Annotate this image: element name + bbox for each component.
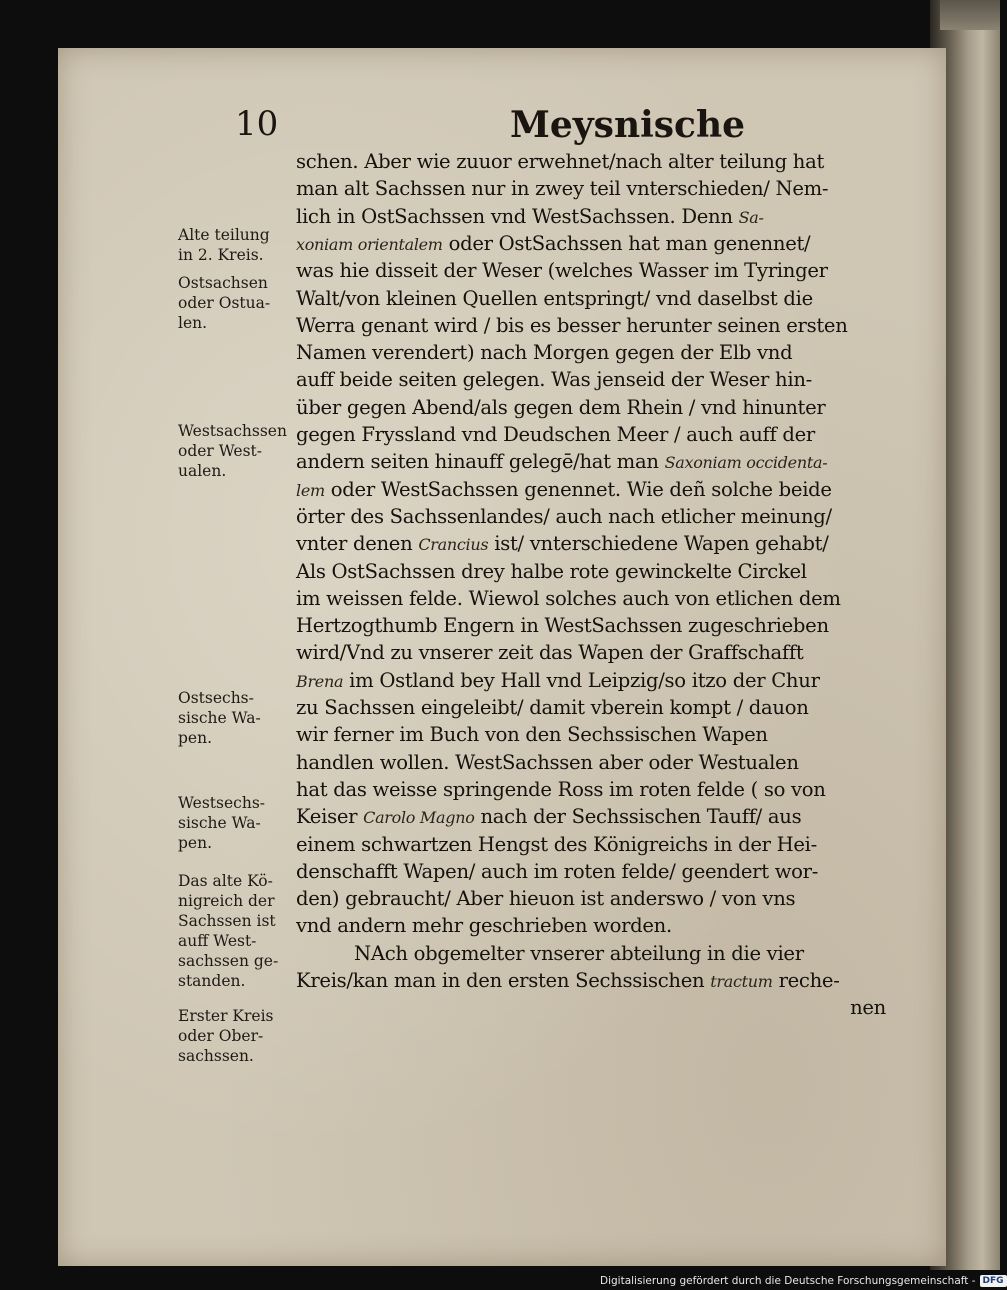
book-binding-corner: [940, 0, 1000, 30]
text-segment: über gegen Abend/als gegen dem Rhein / vnd hinunter: [296, 395, 826, 419]
text-line: [296, 858, 886, 886]
latin-term: lem: [296, 480, 325, 500]
text-segment: Namen verendert) nach Morgen gegen der Elb vnd: [296, 341, 793, 365]
text-line: [296, 503, 886, 531]
latin-term: Crancius: [418, 535, 489, 555]
latin-term: tractum: [710, 972, 773, 991]
funding-credit: Digitalisierung gefördert durch die Deutsche Forschungsgemeinschaft -: [600, 1275, 976, 1287]
text-segment: Walt/von kleinen Quellen entspringt/ vnd daselbst die: [296, 286, 813, 310]
latin-term: Brena: [296, 671, 344, 691]
margin-note-line: Alte teilung: [178, 226, 270, 244]
latin-term: xoniam orientalem: [296, 234, 443, 254]
text-line: [296, 148, 886, 176]
text-line: [296, 257, 886, 285]
text-segment: nach der Sechssischen Tauff/ aus: [474, 805, 802, 829]
text-segment: andern seiten hinauff gelegē/hat man: [296, 450, 665, 474]
text-segment: lich in OstSachssen vnd WestSachssen. Denn: [296, 204, 739, 228]
text-segment: handlen wollen. WestSachssen aber oder Westualen: [296, 750, 799, 774]
text-segment: den) gebraucht/ Aber hieuon ist anderswo / von vns: [296, 887, 796, 911]
margin-note-line: sachssen.: [178, 1047, 254, 1065]
text-segment: Kreis/kan man in den ersten Sechssischen: [296, 969, 711, 992]
text-segment: wird/Vnd zu vnserer zeit das Wapen der Graffschafft: [296, 641, 804, 665]
digitization-footer: [600, 1273, 1004, 1290]
text-segment: ist/ vnterschiedene Wapen gehabt/: [488, 532, 829, 556]
margin-note-line: auff West-: [178, 932, 257, 950]
latin-term: Carolo Magno: [363, 808, 475, 828]
text-line: [296, 230, 886, 258]
text-segment: denschafft Wapen/ auch im roten felde/ geendert wor-: [296, 859, 819, 883]
text-segment: im Ostland bey Hall vnd Leipzig/so itzo der Chur: [343, 668, 820, 692]
margin-note-line: nigreich der: [178, 892, 275, 910]
latin-term: Saxoniam occidenta-: [664, 453, 828, 473]
margin-note-line: standen.: [178, 972, 246, 990]
text-segment: wir ferner im Buch von den Sechssischen Wapen: [296, 723, 768, 747]
text-line: [296, 803, 886, 831]
text-line: [296, 612, 886, 640]
text-line: [296, 203, 886, 231]
text-segment: im weissen felde. Wiewol solches auch von etlichen dem: [296, 586, 841, 610]
text-segment: Werra genant wird / bis es besser herunter seinen ersten: [296, 313, 848, 337]
text-segment: gegen Fryssland vnd Deudschen Meer / auch auff der: [296, 423, 815, 446]
text-line: [296, 912, 886, 940]
text-line: [296, 530, 886, 558]
text-segment: reche-: [772, 969, 840, 992]
margin-note-line: sische Wa-: [178, 709, 261, 727]
text-segment: Hertzogthumb Engern in WestSachssen zugeschrieben: [296, 614, 829, 638]
running-title: Meysnische: [510, 104, 746, 146]
margin-note-line: ualen.: [178, 462, 227, 480]
text-line: [296, 967, 886, 995]
text-segment: vnd andern mehr geschrieben worden.: [296, 914, 672, 938]
text-segment: einem schwartzen Hengst des Königreichs in der Hei-: [296, 832, 817, 856]
text-line: [296, 394, 886, 422]
margin-note-line: Westsachssen: [178, 422, 287, 440]
text-segment: Keiser: [296, 805, 364, 829]
text-line: [296, 776, 886, 804]
margin-note-line: Erster Kreis: [178, 1007, 274, 1025]
text-line: [296, 885, 886, 913]
text-line: [296, 831, 886, 859]
text-line: [296, 339, 886, 367]
text-segment: oder WestSachssen genennet. Wie deñ solche beide: [324, 477, 832, 501]
text-line: [296, 285, 886, 313]
text-line: [296, 667, 886, 695]
text-segment: nen: [850, 996, 886, 1020]
margin-note-line: pen.: [178, 729, 213, 747]
margin-note-line: oder Ober-: [178, 1027, 264, 1045]
text-segment: zu Sachssen eingeleibt/ damit vberein kompt / dauon: [296, 696, 809, 719]
text-segment: oder OstSachssen hat man genennet/: [442, 231, 811, 255]
margin-note-line: Westsechs-: [178, 794, 266, 812]
margin-note-line: sische Wa-: [178, 814, 261, 832]
page-header: [58, 104, 946, 154]
text-segment: was hie disseit der Weser (welches Wasser im Tyringer: [296, 259, 828, 283]
text-segment: Als OstSachssen drey halbe rote gewinckelte Circkel: [296, 559, 807, 583]
text-segment: man alt Sachssen nur in zwey teil vnterschieden/ Nem-: [296, 177, 829, 201]
margin-note-line: len.: [178, 314, 208, 332]
text-line: [296, 175, 886, 203]
text-line: [296, 721, 886, 749]
margin-note-line: Ostsachsen: [178, 274, 268, 292]
book-page: [58, 48, 946, 1266]
text-segment: schen. Aber wie zuuor erwehnet/nach alter teilung hat: [296, 150, 825, 173]
margin-note-line: Ostsechs-: [178, 689, 254, 707]
text-line: [296, 421, 886, 449]
text-segment: NAch obgemelter vnserer abteilung in die vier: [354, 941, 804, 965]
dfg-logo: DFG: [980, 1275, 1007, 1287]
text-line: [296, 312, 886, 340]
text-line: [296, 558, 886, 586]
text-segment: hat das weisse springende Ross im roten felde ( so von: [296, 777, 826, 801]
text-line: [296, 476, 886, 504]
text-line: [296, 585, 886, 613]
text-line: [296, 694, 886, 722]
page-number: 10: [235, 104, 279, 144]
latin-term: Sa-: [738, 207, 764, 227]
text-segment: auff beide seiten gelegen. Was jenseid der Weser hin-: [296, 368, 812, 392]
margin-note-line: in 2. Kreis.: [178, 246, 264, 264]
text-segment: vnter denen: [296, 532, 419, 556]
margin-note-line: Das alte Kö-: [178, 872, 273, 890]
margin-note-line: pen.: [178, 834, 213, 852]
margin-note-line: oder West-: [178, 442, 263, 460]
text-line: [296, 940, 886, 968]
margin-note-line: oder Ostua-: [178, 294, 271, 312]
text-line: [296, 639, 886, 667]
margin-note-line: sachssen ge-: [178, 952, 279, 970]
margin-note-line: Sachssen ist: [178, 912, 276, 930]
text-segment: örter des Sachssenlandes/ auch nach etlicher meinung/: [296, 504, 832, 528]
text-line: [296, 749, 886, 777]
text-line: [296, 366, 886, 394]
text-line: [296, 448, 886, 476]
text-line: [296, 994, 886, 1022]
